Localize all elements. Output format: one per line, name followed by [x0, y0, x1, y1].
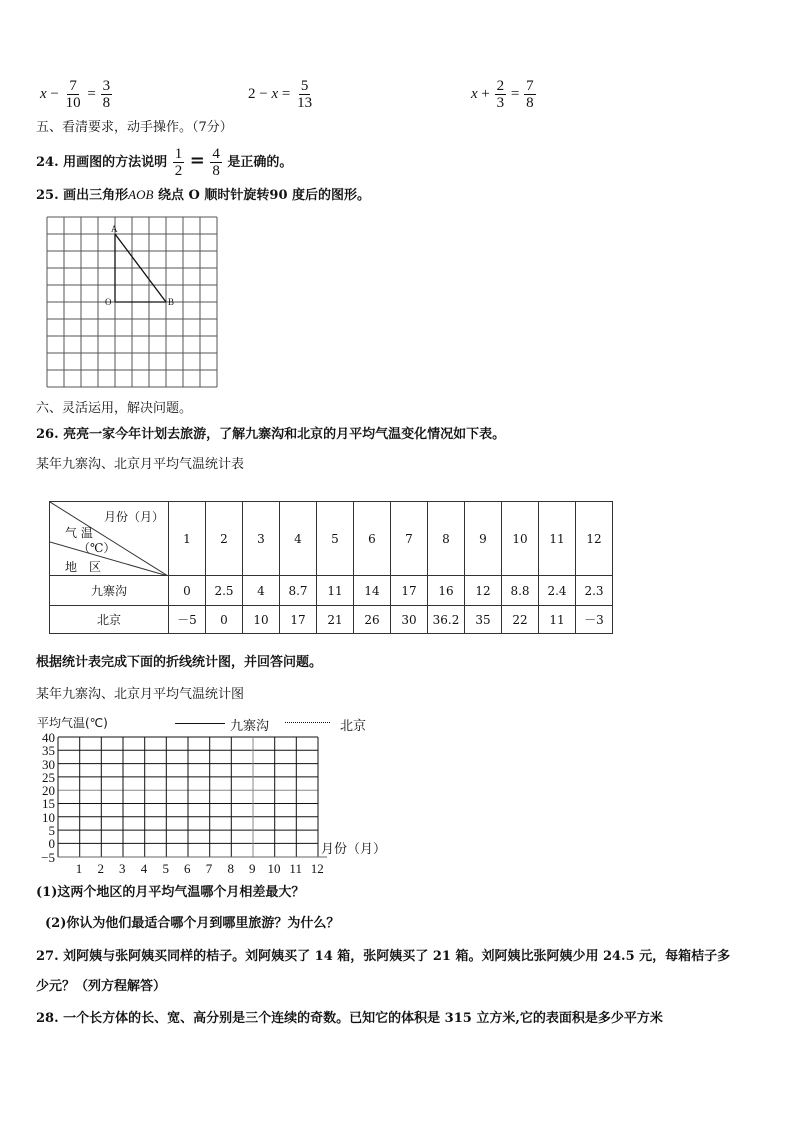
- header-region: 地 区: [65, 560, 102, 574]
- month-header: 3: [243, 502, 280, 576]
- temperature-table: [49, 501, 613, 634]
- y-tick: 5: [48, 823, 55, 839]
- chart-x-axis-label: 月份（月）: [321, 842, 387, 857]
- question-number: 27.: [36, 949, 59, 964]
- equals: =: [281, 85, 291, 102]
- y-tick: 0: [48, 836, 55, 852]
- section-5-heading: 五、看清要求，动手操作。（7分）: [36, 120, 233, 135]
- table-cell: 10: [243, 606, 280, 634]
- point-name: O: [188, 188, 200, 203]
- table-cell: 16: [428, 576, 465, 606]
- y-tick: 25: [42, 769, 55, 785]
- row-label: 九寨沟: [50, 576, 169, 606]
- x-tick: 6: [184, 861, 191, 876]
- question-28: [36, 1011, 663, 1027]
- table-cell: 2.4: [539, 576, 576, 606]
- x-tick: 3: [119, 861, 126, 876]
- x-tick: 8: [227, 861, 234, 876]
- question-number: 28.: [36, 1011, 59, 1026]
- table-cell: 36.2: [428, 606, 465, 634]
- operator: −: [50, 85, 59, 102]
- x-tick: 4: [140, 861, 148, 876]
- fraction-four-eighths: $\frac{4}{8}$: [212, 146, 220, 179]
- table-cell: 30: [391, 606, 428, 634]
- fraction: $\frac{7}{8}$: [526, 78, 534, 111]
- table-cell: 8.8: [502, 576, 539, 606]
- legend-beijing: 北京: [340, 719, 367, 734]
- header-temp: 气 温: [65, 526, 93, 540]
- legend-jiuzhaigou: 九寨沟: [230, 719, 270, 734]
- question-26: [36, 427, 505, 443]
- month-header: 10: [502, 502, 539, 576]
- variable-x: x: [40, 85, 47, 102]
- fraction: $\frac{2}{3}$: [496, 78, 505, 111]
- month-header: 7: [391, 502, 428, 576]
- chart-instruction: 根据统计表完成下面的折线统计图，并回答问题。: [36, 655, 323, 670]
- equation-2: [248, 78, 315, 111]
- variable-x: x: [471, 85, 478, 102]
- table-cell: 2.5: [206, 576, 243, 606]
- x-tick: 9: [249, 861, 256, 876]
- question-text: 用画图的方法说明: [63, 155, 168, 170]
- x-tick: 11: [289, 861, 302, 876]
- fraction: $\frac{7}{10}$: [65, 78, 81, 111]
- section-6-heading: 六、灵活运用，解决问题。: [36, 401, 193, 416]
- fraction: $\frac{3}{8}$: [102, 78, 111, 111]
- table-cell: 21: [317, 606, 354, 634]
- table-cell: 12: [465, 576, 502, 606]
- table-cell: 17: [280, 606, 317, 634]
- table-row-jiuzhaigou: [50, 576, 613, 606]
- x-tick: 12: [310, 861, 324, 876]
- question-26-part-1: (1)这两个地区的月平均气温哪个月相差最大？: [36, 885, 305, 900]
- question-27-continued: 少元？（列方程解答）: [36, 979, 167, 994]
- table-cell: 22: [502, 606, 539, 634]
- row-label: 北京: [50, 606, 169, 634]
- equation-3: [471, 78, 537, 111]
- question-text: 一个长方体的长、宽、高分别是三个连续的奇数。已知它的体积是 315 立方米,它的表面积是多少平方米: [63, 1011, 663, 1026]
- y-axis-ticks: [37, 731, 55, 864]
- question-26-part-2: (2)你认为他们最适合哪个月到哪里旅游？为什么？: [45, 916, 340, 931]
- question-number: 24.: [36, 155, 59, 170]
- question-24: [36, 146, 292, 179]
- question-text: 是正确的。: [227, 155, 293, 170]
- table-cell: －3: [576, 606, 613, 634]
- table-cell: 35: [465, 606, 502, 634]
- table-cell: 17: [391, 576, 428, 606]
- x-tick: 10: [267, 861, 281, 876]
- question-text: 顺时针旋转: [204, 188, 270, 203]
- table-cell: 26: [354, 606, 391, 634]
- rotation-grid-figure: [46, 216, 218, 388]
- x-tick: 1: [75, 861, 83, 876]
- header-month: 月份（月）: [104, 510, 165, 524]
- diagonal-header-cell: [50, 502, 169, 576]
- table-row-beijing: [50, 606, 613, 634]
- table-cell: －5: [169, 606, 206, 634]
- month-header: 11: [539, 502, 576, 576]
- question-text: 刘阿姨与张阿姨买同样的桔子。刘阿姨买了 14 箱，张阿姨买了 21 箱。刘阿姨比张阿姨少用 24.5 元，每箱桔子多: [63, 949, 731, 964]
- question-text: 亮亮一家今年计划去旅游，了解九寨沟和北京的月平均气温变化情况如下表。: [63, 427, 506, 442]
- table-cell: 11: [317, 576, 354, 606]
- y-tick: 35: [42, 743, 55, 759]
- fraction: $\frac{5}{13}$: [297, 78, 313, 111]
- label-a: A: [111, 224, 118, 234]
- y-tick: 20: [42, 783, 55, 799]
- equation-1: [40, 78, 113, 111]
- legend-dotted-line: [285, 722, 330, 723]
- question-number: 26.: [36, 427, 59, 442]
- question-text: 画出三角形: [63, 188, 129, 203]
- table-cell: 4: [243, 576, 280, 606]
- table-cell: 11: [539, 606, 576, 634]
- y-tick: 30: [42, 756, 55, 772]
- triangle-name: AOB: [128, 187, 154, 202]
- month-header: 5: [317, 502, 354, 576]
- lead-number: 2: [248, 85, 256, 102]
- month-header: 1: [169, 502, 206, 576]
- variable-x: x: [271, 85, 279, 102]
- y-tick: 10: [42, 809, 55, 825]
- month-header: 12: [576, 502, 613, 576]
- table-title: 某年九寨沟、北京月平均气温统计表: [36, 457, 245, 472]
- label-b: B: [168, 297, 175, 307]
- table-cell: 8.7: [280, 576, 317, 606]
- month-header: 2: [206, 502, 243, 576]
- x-tick: 2: [97, 861, 104, 876]
- table-header-row: [50, 502, 613, 576]
- table-cell: 0: [169, 576, 206, 606]
- x-tick: 5: [162, 861, 169, 876]
- operator: +: [481, 85, 490, 102]
- question-25: [36, 187, 370, 204]
- x-tick: 7: [205, 861, 213, 876]
- equals: =: [87, 85, 96, 102]
- question-text: 绕点: [157, 188, 184, 203]
- question-number: 25.: [36, 188, 59, 203]
- y-tick: 40: [42, 730, 55, 745]
- question-27: [36, 949, 730, 965]
- header-unit: （℃）: [78, 541, 116, 555]
- table-cell: 0: [206, 606, 243, 634]
- degrees: 90: [269, 188, 288, 203]
- month-header: 4: [280, 502, 317, 576]
- equals: =: [510, 85, 520, 102]
- y-tick: 15: [42, 796, 55, 812]
- fraction-half: $\frac{1}{2}$: [174, 146, 183, 179]
- equals: =: [189, 150, 205, 171]
- question-text: 度后的图形。: [292, 188, 371, 203]
- month-header: 8: [428, 502, 465, 576]
- legend-solid-line: [175, 723, 225, 724]
- label-o: O: [105, 297, 112, 307]
- month-header: 9: [465, 502, 502, 576]
- operator: −: [259, 85, 268, 102]
- table-cell: 2.3: [576, 576, 613, 606]
- month-header: 6: [354, 502, 391, 576]
- chart-y-axis-label: 平均气温(℃): [37, 716, 108, 730]
- y-tick: −5: [41, 849, 55, 865]
- table-cell: 14: [354, 576, 391, 606]
- x-axis-ticks: [69, 861, 339, 877]
- chart-title: 某年九寨沟、北京月平均气温统计图: [36, 687, 245, 702]
- line-chart-grid: [57, 736, 327, 860]
